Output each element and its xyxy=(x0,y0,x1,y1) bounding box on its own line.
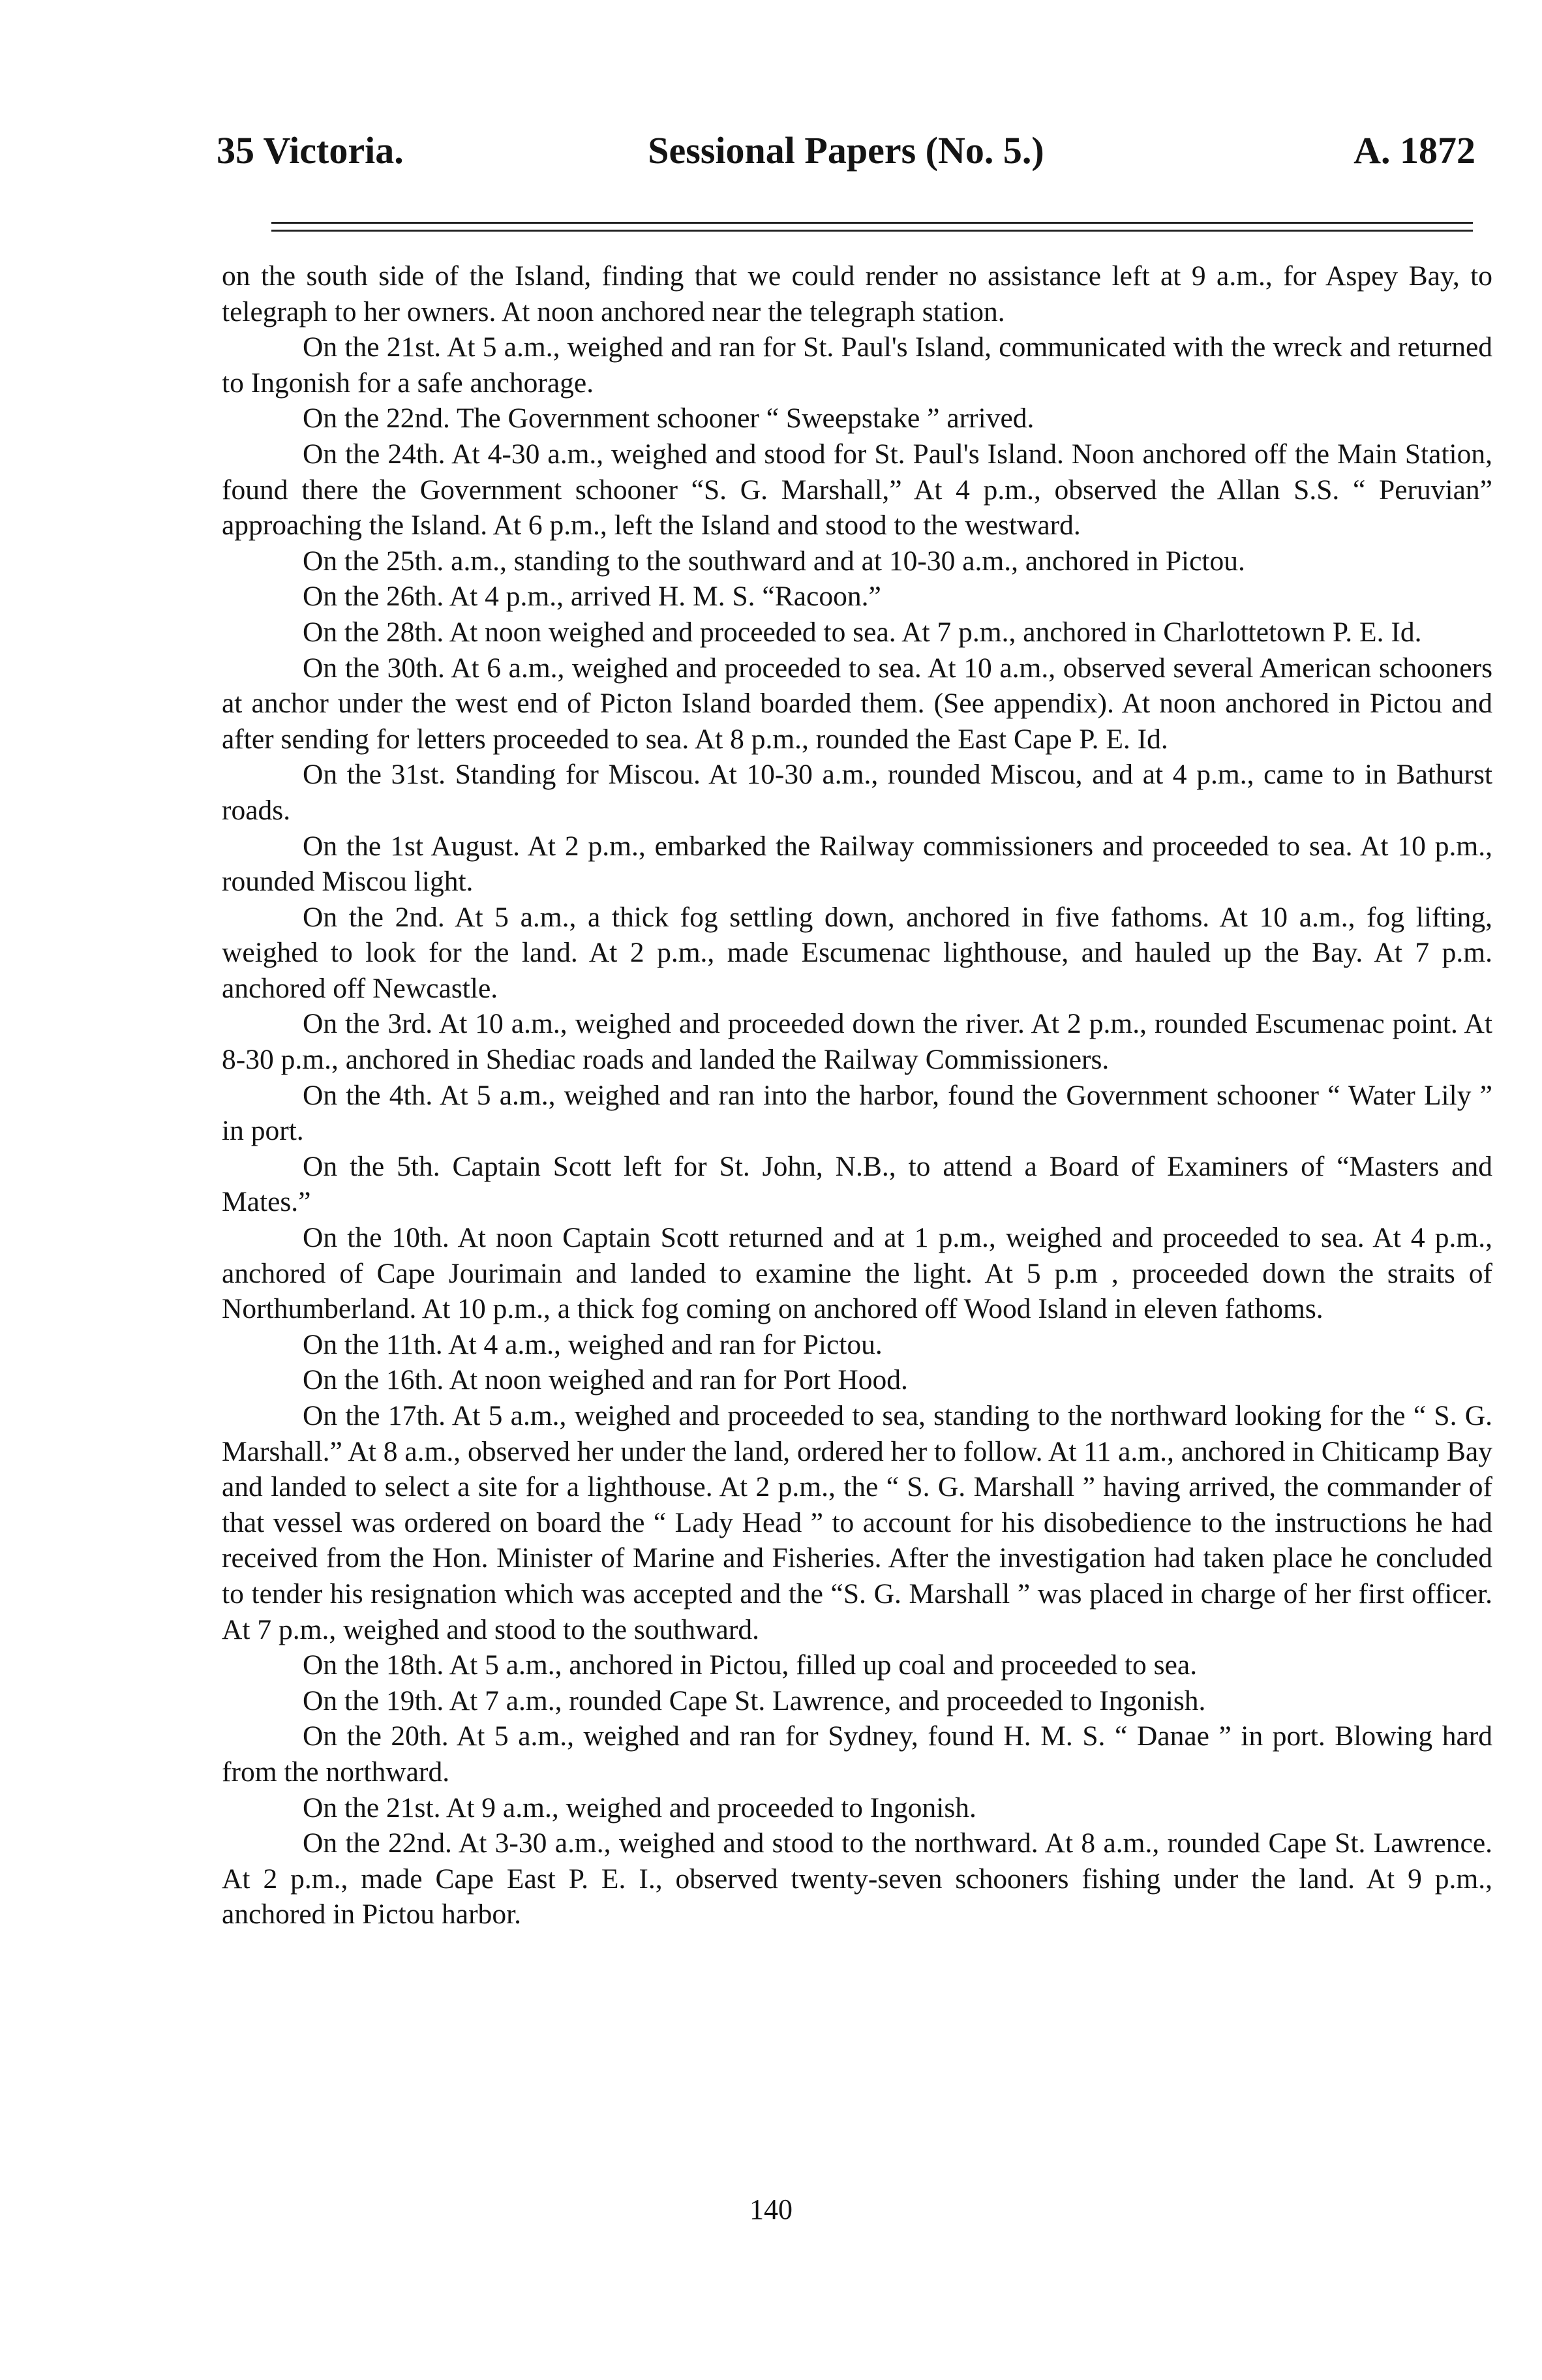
paragraph: On the 18th. At 5 a.m., anchored in Pictou, filled up coal and proceeded to sea. xyxy=(303,1649,1198,1681)
header-title: Sessional Papers (No. 5.) xyxy=(648,129,1044,172)
paragraph: On the 17th. At 5 a.m., weighed and proceeded to sea, standing to the northward looking for the “ S. G. Marshall.” At 8 a.m., observed her under the land, ordered her to follow. At 11 a.m., anchored in Chiticamp Bay and landed to select a site for a lighthouse. At 2 p.m., the “ S. G. Marshall ” having arrived, the commander of that vessel was ordered on board the “ Lady Head ” to account for his disobedience to the instructions he had received from the Hon. Minister of Marine and Fisheries. After the investigation had taken place he concluded to tender his resignation which was accepted and the “S. G. Marshall ” was placed in charge of her first officer. At 7 p.m., weighed and stood to the southward. xyxy=(222,1400,1492,1645)
paragraph: On the 31st. Standing for Miscou. At 10-30 a.m., rounded Miscou, and at 4 p.m., came to in Bathurst roads. xyxy=(222,759,1492,826)
paragraph: On the 16th. At noon weighed and ran for Port Hood. xyxy=(303,1364,908,1396)
page-number: 140 xyxy=(749,2193,793,2225)
paragraph: On the 28th. At noon weighed and proceeded to sea. At 7 p.m., anchored in Charlottetown P. E. Id. xyxy=(303,616,1422,648)
paragraph: On the 19th. At 7 a.m., rounded Cape St. Lawrence, and proceeded to Ingonish. xyxy=(303,1685,1206,1716)
paragraph: On the 24th. At 4-30 a.m., weighed and stood for St. Paul's Island. Noon anchored off the Main Station, found there the Government schooner “S. G. Marshall,” At 4 p.m., observed the Allan S.S. “ Peruvian” approaching the Island. At 6 p.m., left the Island and stood to the westward. xyxy=(222,438,1492,542)
paragraph: On the 11th. At 4 a.m., weighed and ran for Pictou. xyxy=(303,1328,883,1360)
paragraph: On the 21st. At 5 a.m., weighed and ran for St. Paul's Island, communicated with the wreck and returned to Ingonish for a safe anchorage. xyxy=(222,331,1492,399)
header-year: A. 1872 xyxy=(1353,129,1475,172)
paragraph: On the 4th. At 5 a.m., weighed and ran into the harbor, found the Government schooner “ Water Lily ” in port. xyxy=(222,1079,1492,1147)
paragraph: On the 30th. At 6 a.m., weighed and proceeded to sea. At 10 a.m., observed several American schooners at anchor under the west end of Picton Island boarded them. (See appendix). At noon anchored in Pictou and after sending for letters proceeded to sea. At 8 p.m., rounded the East Cape P. E. Id. xyxy=(222,652,1492,755)
paragraph: On the 22nd. The Government schooner “ Sweepstake ” arrived. xyxy=(303,403,1035,435)
paragraph: On the 22nd. At 3-30 a.m., weighed and stood to the northward. At 8 a.m., rounded Cape St. Lawrence. At 2 p.m., made Cape East P. E. I., observed twenty-seven schooners fishing under the land. At 9 p.m., anchored in Pictou harbor. xyxy=(222,1827,1492,1930)
header-rule-upper xyxy=(271,222,1473,224)
paragraph: On the 21st. At 9 a.m., weighed and proceeded to Ingonish. xyxy=(303,1792,976,1823)
paragraph: On the 10th. At noon Captain Scott returned and at 1 p.m., weighed and proceeded to sea. At 4 p.m., anchored of Cape Jourimain and landed to examine the light. At 5 p.m , proceeded down the straits of Northumberland. At 10 p.m., a thick fog coming on anchored off Wood Island in eleven fathoms. xyxy=(222,1222,1492,1325)
paragraph: On the 20th. At 5 a.m., weighed and ran for Sydney, found H. M. S. “ Danae ” in port. Blowing hard from the northward. xyxy=(222,1720,1492,1788)
paragraph: On the 5th. Captain Scott left for St. John, N.B., to attend a Board of Examiners of “Masters and Mates.” xyxy=(222,1150,1492,1218)
running-header xyxy=(217,121,1475,180)
paragraph: On the 25th. a.m., standing to the southward and at 10-30 a.m., anchored in Pictou. xyxy=(303,545,1245,577)
header-session: 35 Victoria. xyxy=(217,129,404,172)
body-text xyxy=(222,258,1492,1932)
paragraph: On the 1st August. At 2 p.m., embarked the Railway commissioners and proceeded to sea. At 10 p.m., rounded Miscou light. xyxy=(222,830,1492,898)
paragraph: On the 3rd. At 10 a.m., weighed and proceeded down the river. At 2 p.m., rounded Escumenac point. At 8-30 p.m., anchored in Shediac roads and landed the Railway Commissioners. xyxy=(222,1008,1492,1076)
header-rule-lower xyxy=(271,230,1473,232)
paragraph: on the south side of the Island, finding that we could render no assistance left at 9 a.m., for Aspey Bay, to telegraph to her owners. At noon anchored near the telegraph station. xyxy=(222,260,1492,328)
paragraph: On the 26th. At 4 p.m., arrived H. M. S. “Racoon.” xyxy=(303,581,881,613)
paragraph: On the 2nd. At 5 a.m., a thick fog settling down, anchored in five fathoms. At 10 a.m., fog lifting, weighed to look for the land. At 2 p.m., made Escumenac lighthouse, and hauled up the Bay. At 7 p.m. anchored off Newcastle. xyxy=(222,901,1492,1004)
